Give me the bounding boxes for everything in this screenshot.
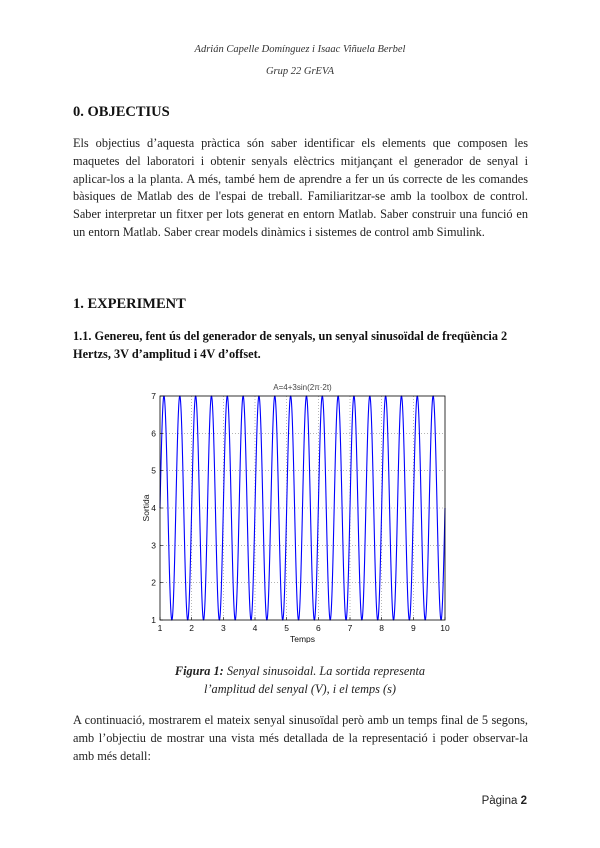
objectius-paragraph: Els objectius d’aquesta pràctica són saber identificar els elements que composen les maquetes del laboratori i obtenir senyals elèctrics mitjançant el generador de senyal i aplicar-los a la planta. A més, també hem de aprendre a fer un ús correcte de les comandes bàsiques de Matlab des de l'espai de treball. Familiaritzar-se amb la toolbox de control. Saber interpretar un fitxer per lots generat en entorn Matlab. Saber construir una funció en un entorn Matlab. Saber crear models dinàmics i sistemes de control amb Simulink.	[73, 136, 528, 239]
y-tick-label: 1	[151, 615, 156, 625]
footer-label: Pàgina	[481, 795, 518, 807]
x-tick-label: 2	[189, 623, 195, 633]
page-footer	[482, 795, 527, 807]
figure-caption	[100, 662, 500, 698]
x-tick-label: 5	[284, 623, 290, 633]
y-tick-label: 4	[151, 503, 156, 513]
chart-title: A=4+3sin(2π·2t)	[273, 383, 332, 392]
x-tick-label: 9	[410, 623, 416, 633]
header-group: Grup 22 GrEVA	[265, 66, 335, 77]
x-tick-label: 7	[347, 623, 353, 633]
figure-1	[140, 378, 465, 643]
y-tick-label: 6	[151, 428, 156, 439]
x-tick-label: 3	[220, 623, 226, 633]
after-figure-paragraph: A continuació, mostrarem el mateix senyal sinusoïdal però amb un temps final de 5 segons, amb l’objectiu de mostrar una vista més detallada de la representació i poder observar-la amb més detall:	[73, 713, 528, 763]
y-tick-label: 7	[151, 391, 156, 401]
caption-line1: Senyal sinusoidal. La sortida representa	[226, 664, 426, 678]
x-tick-label: 10	[440, 623, 450, 633]
y-tick-label: 2	[151, 577, 156, 588]
header-authors: Adrián Capelle Domínguez i Isaac Viñuela Berbel	[194, 44, 406, 55]
section-title-objectius: 0. OBJECTIUS	[73, 104, 170, 120]
caption-label: Figura 1:	[174, 664, 224, 678]
x-tick-label: 4	[252, 623, 258, 633]
y-tick-label: 5	[151, 465, 156, 476]
x-tick-label: 8	[379, 623, 385, 633]
x-tick-label: 6	[315, 623, 321, 633]
experiment-subtitle: 1.1. Genereu, fent ús del generador de senyals, un senyal sinusoïdal de freqüència 2 Hertzs, 3V d’amplitud i 4V d’offset.	[73, 329, 508, 361]
y-axis-label: Sortida	[141, 494, 151, 522]
section-title-experiment: 1. EXPERIMENT	[73, 296, 186, 312]
caption-line2: l’amplitud del senyal (V), i el temps (s)	[204, 682, 396, 696]
x-axis-label: Temps	[289, 634, 316, 643]
page-number: 2	[520, 795, 527, 807]
y-tick-label: 3	[151, 540, 156, 551]
sine-chart	[140, 378, 465, 643]
x-tick-label: 1	[157, 623, 163, 633]
